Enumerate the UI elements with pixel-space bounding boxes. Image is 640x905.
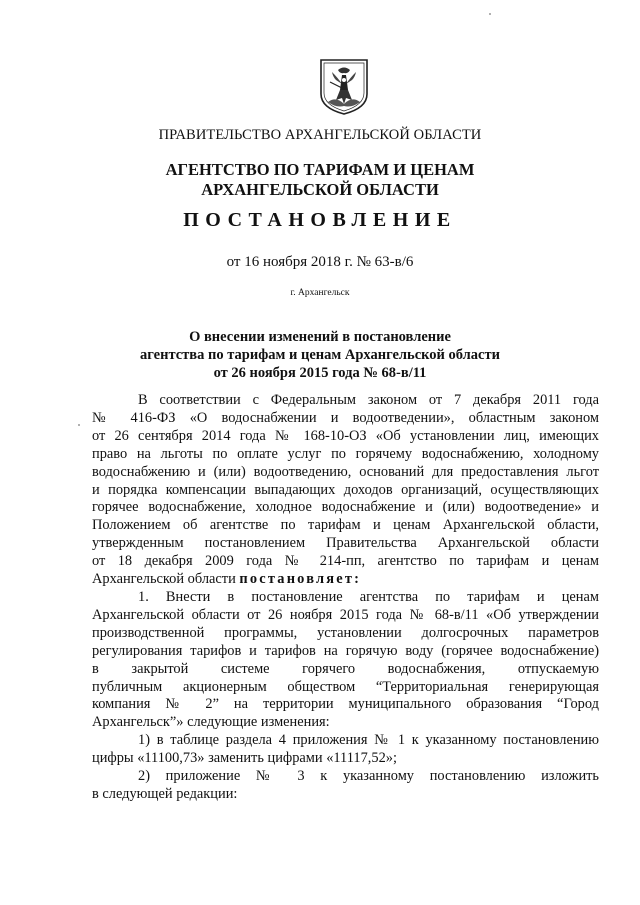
text-line: в закрытой системе горячего водоснабжения, отпускаемую xyxy=(92,660,599,677)
paragraph-subitem-1 xyxy=(92,732,599,768)
text-line: от 18 декабря 2009 года № 214-пп, агентство по тарифам и ценам xyxy=(92,553,599,570)
subject-line-3: от 26 ноября 2015 года № 68-в/11 xyxy=(213,365,427,381)
text-line: В соответствии с Федеральным законом от 7 декабря 2011 года xyxy=(138,392,599,408)
agency-name xyxy=(0,160,640,200)
text-line: 1) в таблице раздела 4 приложения № 1 к указанному постановлению xyxy=(138,732,599,749)
document-date-number: от 16 ноября 2018 г. № 63-в/6 xyxy=(226,254,414,270)
text-line: Архангельской области от 26 ноября 2015 года № 68-в/11 «Об утверждении xyxy=(92,606,599,623)
paragraph-subitem-2 xyxy=(92,768,599,804)
text-line: от 26 сентября 2014 года № 168-10-ОЗ «Об установлении лиц, имеющих xyxy=(92,427,599,444)
text-fragment: Архангельской области xyxy=(92,571,240,588)
text-line: цифры «11100,73» заменить цифрами «11117,52»; xyxy=(92,750,397,767)
subject-line-2: агентства по тарифам и ценам Архангельской области xyxy=(140,347,500,363)
text-line: горячее водоснабжение, холодное водоснабжение и (или) водоотведение» и xyxy=(92,499,599,516)
document-subject xyxy=(0,328,640,382)
text-line: 2) приложение № 3 к указанному постановлению изложить xyxy=(138,768,599,785)
text-line: Архангельск”» следующие изменения: xyxy=(92,714,330,731)
paragraph-preamble xyxy=(92,392,599,589)
subject-line-1: О внесении изменений в постановление xyxy=(189,329,451,345)
text-line: № 416-ФЗ «О водоснабжении и водоотведении», областным законом xyxy=(92,409,599,426)
text-line: 1. Внести в постановление агентства по тарифам и ценам xyxy=(138,588,599,605)
text-line: в следующей редакции: xyxy=(92,785,238,802)
paragraph-item-1 xyxy=(92,589,599,732)
scan-speck xyxy=(489,13,491,15)
scan-speck xyxy=(78,424,80,426)
text-line: право на льготы по оплате услуг по горячему водоснабжению, холодному xyxy=(92,445,599,462)
text-line: водоснабжению и (или) водоотведению, оснований для предоставления льгот xyxy=(92,463,599,480)
document-city: г. Архангельск xyxy=(290,288,350,298)
agency-name-line-1: АГЕНТСТВО ПО ТАРИФАМ И ЦЕНАМ xyxy=(165,160,475,179)
resolves-word: постановляет: xyxy=(239,571,362,588)
text-line: производственной программы, установлении долгосрочных параметров xyxy=(92,624,599,641)
text-line xyxy=(92,571,599,589)
text-line: регулирования тарифов и тарифов на горячую воду (горячее водоснабжение) xyxy=(92,642,599,659)
document-type-title: ПОСТАНОВЛЕНИЕ xyxy=(183,209,457,231)
coat-of-arms-emblem xyxy=(318,58,370,116)
text-line: компания № 2” на территории муниципального образования “Город xyxy=(92,696,599,713)
text-line: Положением об агентстве по тарифам и ценам Архангельской области, xyxy=(92,517,599,534)
government-name: ПРАВИТЕЛЬСТВО АРХАНГЕЛЬСКОЙ ОБЛАСТИ xyxy=(158,127,482,143)
text-line: утвержденным постановлением Правительства Архангельской области xyxy=(92,535,599,552)
document-body xyxy=(92,392,599,804)
text-line: и порядка компенсации выпадающих доходов организаций, осуществляющих xyxy=(92,481,599,498)
text-line: публичным акционерным обществом “Территориальная генерирующая xyxy=(92,678,599,695)
agency-name-line-2: АРХАНГЕЛЬСКОЙ ОБЛАСТИ xyxy=(201,180,439,199)
